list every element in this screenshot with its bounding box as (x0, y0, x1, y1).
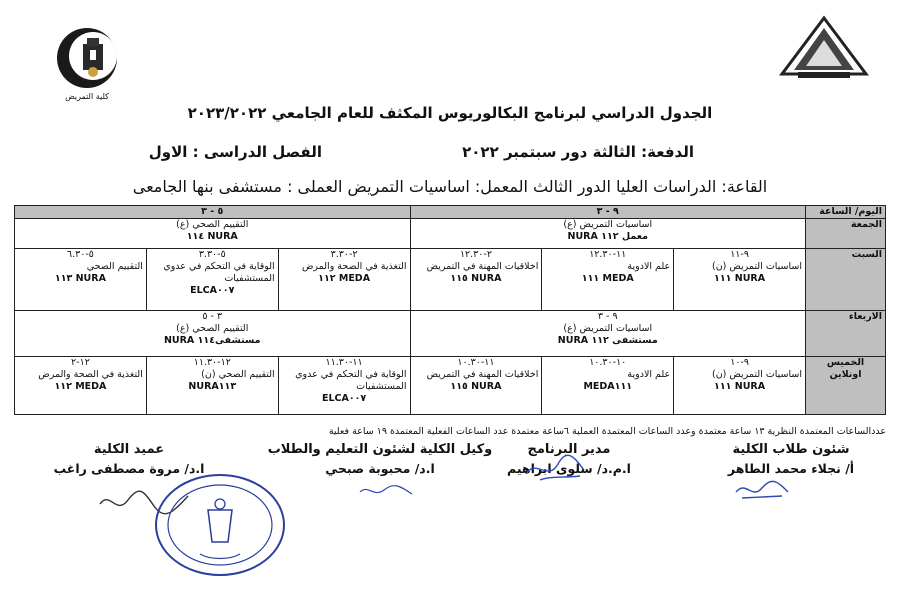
thursday-slot-2 (542, 357, 674, 415)
course-name: التقييم الصحي (ع) (176, 323, 249, 334)
day-thursday-label: الخميس (826, 357, 865, 368)
credit-hours-note: عددالساعات المعتمدة النظرية ١٣ ساعة معتمدة وعدد الساعات المعتمدة العملية ٦ساعة معتمدة عدد الساعات الفعلية المعتمدة ١٩ ساعة فعلية (328, 426, 886, 437)
time-range: ١١-١١.٣٠ (325, 357, 363, 368)
day-saturday: السبت (806, 249, 886, 311)
semester-label: الفصل الدراسى : الاول (148, 143, 322, 161)
time-range: ٢-١٢.٣٠ (459, 249, 492, 260)
course-code: NURA ١١٤ (186, 231, 238, 242)
time-range: ٥-٦.٣٠ (66, 249, 94, 260)
time-range: ٩ - ٣ (597, 311, 618, 322)
handwritten-signature (520, 452, 590, 486)
faculty-logo (52, 20, 122, 108)
day-friday: الجمعة (806, 219, 886, 249)
course-code: MEDA ١١١ (581, 273, 634, 284)
course-name: التقييم الصحي (ع) (176, 219, 249, 230)
saturday-row (15, 249, 886, 311)
signature-role: عميد الكلية (93, 442, 165, 457)
time-range: ١١-١٢.٣٠ (589, 249, 627, 260)
wednesday-session-b (15, 311, 411, 357)
course-code: MEDA ١١٢ (318, 273, 371, 284)
time-range: ٣ - ٥ (202, 311, 223, 322)
thursday-slot-3 (410, 357, 542, 415)
course-name: علم الادوية (627, 369, 671, 380)
saturday-slot-1 (674, 249, 806, 311)
course-code: NURA ١١٥ (450, 381, 502, 392)
document-title: الجدول الدراسي لبرنامج البكالوريوس المكثف للعام الجامعي ٢٠٢٣/٢٠٢٢ (187, 104, 713, 122)
course-name: اخلاقيات المهنة في التمريض (426, 261, 539, 272)
time-range: ١٢-١١.٣٠ (193, 357, 231, 368)
signature-role: وكيل الكلية لشئون التعليم والطلاب (267, 442, 493, 457)
schedule-table (14, 205, 886, 415)
hall-label: القاعة: الدراسات العليا الدور الثالث المعمل: اساسيات التمريض العملى : مستشفى بنها الجامعى (132, 177, 768, 196)
course-name: اساسيات التمريض (ن) (711, 261, 802, 272)
signature-name: أ/ نجلاء محمد الطاهر (727, 461, 855, 476)
day-online-label: اونلاين (829, 369, 862, 380)
time-range: ١٠-١٠.٣٠ (589, 357, 627, 368)
day-thursday (806, 357, 886, 415)
course-name: علم الادوية (627, 261, 671, 272)
course-code: NURA ١١١ (714, 381, 766, 392)
course-code: NURA ١١٥ (450, 273, 502, 284)
thursday-slot-5 (146, 357, 278, 415)
saturday-slot-6 (15, 249, 147, 311)
course-name: اساسيات التمريض (ن) (711, 369, 802, 380)
saturday-slot-4 (278, 249, 410, 311)
saturday-slot-5 (146, 249, 278, 311)
time-range: ٥-٣.٣٠ (198, 249, 226, 260)
course-code: ELCA٠٠٧ (190, 285, 235, 296)
course-name: التقييم الصحي (ن) (201, 369, 275, 380)
course-code: مستشفى ١١٢ NURA (557, 335, 658, 346)
signature-name: ا.د/ مروة مصطفى راغب (53, 461, 205, 476)
saturday-slot-2 (542, 249, 674, 311)
time-range: ١٢-٢ (71, 357, 90, 368)
friday-session-a (410, 219, 805, 249)
friday-row (15, 219, 886, 249)
thursday-row (15, 357, 886, 415)
course-code: NURA١١٣ (188, 381, 237, 392)
course-name: الوقاية في التحكم في عدوي المستشفيات (163, 261, 275, 284)
thursday-slot-6 (15, 357, 147, 415)
course-code: MEDA ١١٢ (54, 381, 107, 392)
course-name: اساسيات التمريض (ع) (563, 219, 653, 230)
wednesday-session-a (410, 311, 805, 357)
course-name: الوقاية في التحكم في عدوي المستشفيات (295, 369, 407, 392)
handwritten-signature (356, 482, 416, 500)
faculty-logo-caption: كلية التمريض (65, 92, 109, 101)
course-name: التغذية في الصحة والمرض (301, 261, 407, 272)
batch-label: الدفعة: الثالثة دور سبتمبر ٢٠٢٢ (462, 143, 694, 161)
thursday-slot-4 (278, 357, 410, 415)
header-slot-afternoon: ٥ - ٣ (15, 206, 411, 219)
university-logo (778, 14, 870, 82)
course-name: التقييم الصحي (86, 261, 143, 272)
signature-name: ا.د/ محبوبة صبحي (325, 461, 435, 476)
thursday-slot-1 (674, 357, 806, 415)
course-code: NURA ١١٣ (54, 273, 106, 284)
time-range: ٩-١٠ (730, 357, 749, 368)
official-stamp (150, 470, 290, 580)
course-name: اخلاقيات المهنة في التمريض (426, 369, 539, 380)
course-code: معمل ١١٢ NURA (567, 231, 648, 242)
time-range: ٩-١١ (730, 249, 749, 260)
course-code: مستشفى١١٤ NURA (163, 335, 261, 346)
corner-cell: اليوم/ الساعة (806, 206, 886, 219)
course-code: MEDA١١١ (583, 381, 633, 392)
friday-session-b (15, 219, 411, 249)
signature-name: ا.م.د/ سلوى ابراهيم (507, 461, 631, 476)
time-range: ١١-١٠.٣٠ (457, 357, 495, 368)
header-slot-morning: ٩ - ٣ (410, 206, 805, 219)
signature-role: مدير البرنامج (527, 442, 611, 457)
saturday-slot-3 (410, 249, 542, 311)
handwritten-signature (732, 478, 792, 502)
wednesday-row (15, 311, 886, 357)
signature-student-affairs (706, 442, 876, 476)
signature-vice-dean (260, 442, 500, 476)
day-wednesday: الاربعاء (806, 311, 886, 357)
time-range: ٢-٣.٣٠ (330, 249, 358, 260)
course-name: اساسيات التمريض (ع) (563, 323, 653, 334)
course-code: ELCA٠٠٧ (321, 393, 367, 404)
course-name: التغذية في الصحة والمرض (38, 369, 143, 380)
signature-role: شئون طلاب الكلية (732, 442, 850, 457)
course-code: NURA ١١١ (714, 273, 766, 284)
table-header-row (15, 206, 886, 219)
